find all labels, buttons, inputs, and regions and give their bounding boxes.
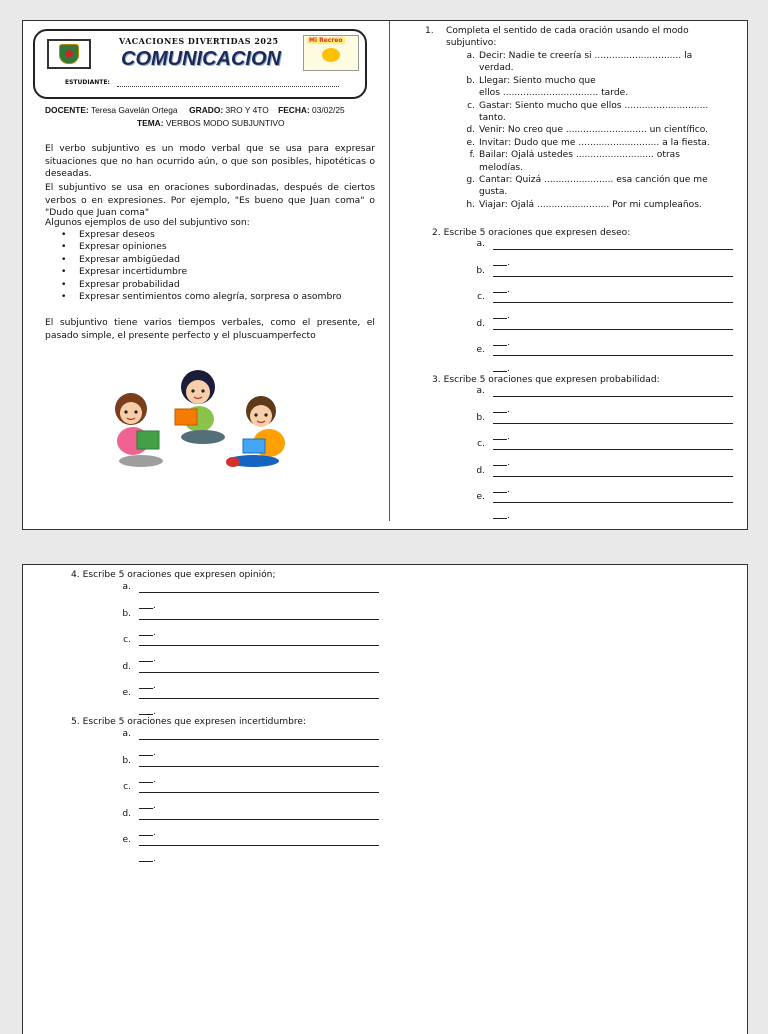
answer-line[interactable] [139,792,379,793]
answer-letter: b. [476,412,485,423]
answer-line-continuation[interactable] [493,265,507,266]
list-item: • Expresar sentimientos como alegría, sorpresa o asombro [63,291,342,303]
list-item: • Expresar ambigüedad [63,254,342,266]
answer-line[interactable] [493,355,733,356]
answer-line-continuation[interactable] [139,808,153,809]
question-4: 4. Escribe 5 oraciones que expresen opinión; [71,570,276,580]
answer-line-continuation[interactable] [493,292,507,293]
list-item: b. Llegar: Siento mucho que ellos ................................. tarde. [466,75,629,99]
answer-line-continuation[interactable] [493,318,507,319]
teacher-name: Teresa Gavelán Ortega [90,105,178,115]
question-1-items [463,50,748,211]
answer-letter: a. [122,729,131,739]
answer-end-mark: . [507,458,510,468]
answer-letter: e. [122,688,131,698]
list-item: d. Venir: No creo que ............................ un científico. [466,125,709,136]
list-item: • Expresar deseos [63,229,342,241]
list-item: e. Invitar: Dudo que me ............................ a la fiesta. [466,137,710,148]
answer-letter: e. [476,492,485,502]
question-1: 1. [425,26,434,36]
answer-line-continuation[interactable] [493,492,507,493]
answer-end-mark: . [507,405,510,415]
answer-line[interactable] [493,276,733,277]
answer-line-continuation[interactable] [493,371,507,372]
answer-line-continuation[interactable] [139,688,153,689]
answer-end-mark: . [153,854,156,864]
kids-reading-illustration [93,361,313,471]
worksheet-meta: DOCENTE: Teresa Gavelán Ortega GRADO: 3RO Y 4TO FECHA: 03/02/25 [45,105,345,115]
answer-line[interactable] [139,739,379,740]
answer-letter: a. [476,386,485,396]
answer-letter: d. [122,661,131,672]
examples-intro: Algunos ejemplos de uso del subjuntivo son: [45,217,250,228]
answer-line-continuation[interactable] [139,861,153,862]
answer-line[interactable] [139,592,379,593]
answer-letter: b. [122,608,131,619]
answer-line-continuation[interactable] [493,345,507,346]
answer-letter: c. [123,635,131,645]
answer-line[interactable] [493,329,733,330]
answer-end-mark: . [153,707,156,717]
answer-end-mark: . [507,337,510,348]
student-label: ESTUDIANTE: [65,79,110,86]
answer-line[interactable] [139,698,379,699]
answer-end-mark: . [153,801,156,811]
answer-line-continuation[interactable] [139,782,153,783]
answer-letter: a. [476,239,485,249]
school-crest-icon [47,39,91,69]
answer-line-continuation[interactable] [139,835,153,836]
answer-end-mark: . [153,680,156,691]
answer-letter: d. [476,318,485,329]
answer-end-mark: . [153,748,156,758]
worksheet-page-2 [22,564,748,1034]
answer-line-continuation[interactable] [139,755,153,756]
answer-end-mark: . [153,627,156,638]
sun-icon [322,48,340,62]
list-item: f. Bailar: Ojalá ustedes ........................... otras melodías. [469,150,680,173]
answer-end-mark: . [507,258,510,268]
list-item: h. Viajar: Ojalá ......................... Por mi cumpleaños. [466,199,702,210]
answer-line[interactable] [493,396,733,397]
answer-line[interactable] [139,845,379,846]
answer-letter: b. [476,265,485,276]
answer-end-mark: . [153,601,156,611]
answer-letter: e. [476,345,485,355]
date: 03/02/25 [312,105,345,115]
answer-line[interactable] [493,423,733,424]
list-item: • Expresar probabilidad [63,279,342,291]
answer-letter: e. [122,835,131,845]
answer-letter: c. [477,439,485,449]
question-5: 5. Escribe 5 oraciones que expresen incertidumbre: [71,717,307,727]
grade: 3RO Y 4TO [225,105,269,115]
student-name-field[interactable] [117,86,339,87]
answer-line-continuation[interactable] [139,608,153,609]
answer-end-mark: . [507,431,510,442]
worksheet-header [33,29,367,99]
answer-line-continuation[interactable] [493,465,507,466]
answer-line[interactable] [493,476,733,477]
answer-letter: a. [122,582,131,592]
answer-line-continuation[interactable] [139,714,153,715]
list-item: a. Decir: Nadie te creería si .............................. la verdad. [466,51,693,74]
intro-paragraph-3: El subjuntivo tiene varios tiempos verbales, como el presente, el pasado simple, el presente perfecto y el pluscuamperfecto [45,317,375,341]
answer-line[interactable] [493,302,733,303]
answer-letter: c. [123,782,131,792]
answer-line[interactable] [493,249,733,250]
list-item: • Expresar opiniones [63,241,342,253]
question-2: 2. Escribe 5 oraciones que expresen deseo: [432,228,631,238]
answer-line[interactable] [139,619,379,620]
list-item: • Expresar incertidumbre [63,266,342,278]
answer-line-continuation[interactable] [493,439,507,440]
answer-line[interactable] [493,502,733,503]
question-1-text: Completa el sentido de cada oración usando el modo subjuntivo: [446,26,689,49]
answer-end-mark: . [507,364,510,374]
answer-end-mark: . [507,484,510,495]
answer-line-continuation[interactable] [139,635,153,636]
answer-line[interactable] [139,766,379,767]
list-item: c. Gastar: Siento mucho que ellos ............................. tanto. [467,100,709,124]
answer-end-mark: . [153,774,156,785]
answer-end-mark: . [153,654,156,664]
answer-line-continuation[interactable] [493,518,507,519]
examples-list [63,229,342,303]
vacation-logo-icon: Mi Recreo [303,35,359,71]
intro-paragraph-1: El verbo subjuntivo es un modo verbal que se usa para expresar situaciones que no han ocurrido aún, o que son posibles, hipotéticas o deseadas. [45,143,375,180]
answer-line-continuation[interactable] [493,412,507,413]
intro-paragraph-2: El subjuntivo se usa en oraciones subordinadas, después de ciertos verbos o en expresiones. Por ejemplo, "Es bueno que Juan coma" o "Dudo que Juan coma" [45,182,375,219]
answer-line[interactable] [139,672,379,673]
answer-line[interactable] [139,819,379,820]
answer-letter: b. [122,755,131,766]
answer-line[interactable] [493,449,733,450]
header-subtitle: VACACIONES DIVERTIDAS 2025 [119,36,279,46]
answer-end-mark: . [507,284,510,295]
answer-line[interactable] [139,645,379,646]
header-title: COMUNICACION [121,48,281,70]
answer-letter: d. [122,808,131,819]
answer-line-continuation[interactable] [139,661,153,662]
list-item: g. Cantar: Quizá ........................ esa canción que me gusta. [466,175,708,198]
question-3: 3. Escribe 5 oraciones que expresen probabilidad: [432,375,660,385]
answer-letter: d. [476,465,485,476]
answer-end-mark: . [507,311,510,321]
answer-end-mark: . [153,827,156,838]
answer-end-mark: . [507,511,510,521]
answer-letter: c. [477,292,485,302]
worksheet-topic: TEMA: VERBOS MODO SUBJUNTIVO [137,118,285,128]
column-divider [389,21,390,521]
worksheet-page-1 [22,20,748,530]
